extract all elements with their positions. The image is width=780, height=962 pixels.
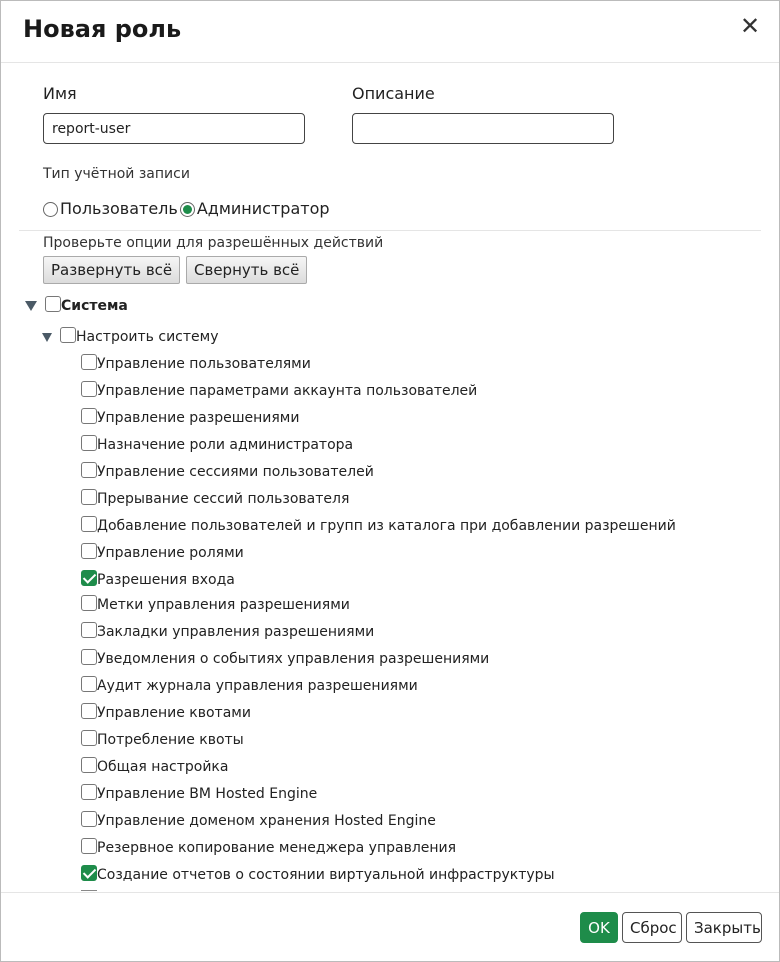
tree-root-label: Система xyxy=(61,298,128,314)
collapse-caret-icon[interactable] xyxy=(42,333,52,342)
permission-item xyxy=(81,594,350,616)
tree-group-checkbox[interactable] xyxy=(60,327,76,343)
tree-root-checkbox[interactable] xyxy=(45,296,61,312)
permission-item xyxy=(81,380,477,402)
tree-root-system xyxy=(25,295,128,317)
permission-checkbox[interactable] xyxy=(81,838,97,854)
dialog-header xyxy=(1,1,779,63)
permission-checkbox[interactable] xyxy=(81,622,97,638)
permission-label: Управление ВМ Hosted Engine xyxy=(97,786,318,802)
permission-label: Метки управления разрешениями xyxy=(97,597,350,613)
permission-checkbox[interactable] xyxy=(81,435,97,451)
permission-checkbox[interactable] xyxy=(81,649,97,665)
permission-checkbox[interactable] xyxy=(81,595,97,611)
tree-group-configure-system xyxy=(42,326,218,348)
permission-item xyxy=(81,542,244,564)
permission-checkbox[interactable] xyxy=(81,865,97,881)
permission-label: Общая настройка xyxy=(97,759,229,775)
permission-checkbox[interactable] xyxy=(81,489,97,505)
radio-user[interactable] xyxy=(43,202,58,217)
close-icon[interactable]: ✕ xyxy=(739,12,761,40)
permission-label: Уведомления о событиях управления разрешениями xyxy=(97,651,490,667)
radio-user-label[interactable]: Пользователь xyxy=(60,198,178,218)
description-input[interactable] xyxy=(352,113,614,144)
permission-checkbox[interactable] xyxy=(81,543,97,559)
permission-checkbox[interactable] xyxy=(81,730,97,746)
dialog-title: Новая роль xyxy=(23,15,182,43)
permission-label: Потребление квоты xyxy=(97,732,244,748)
dialog-body[interactable] xyxy=(1,64,779,892)
permission-item xyxy=(81,353,311,375)
permission-checkbox[interactable] xyxy=(81,811,97,827)
permission-label: Добавление пользователей и групп из каталога при добавлении разрешений xyxy=(97,518,676,534)
permission-item xyxy=(81,569,235,591)
ok-button[interactable]: OK xyxy=(580,912,618,943)
reset-button[interactable]: Сброс xyxy=(622,912,682,943)
permission-item xyxy=(81,702,251,724)
permission-item xyxy=(81,729,244,751)
permission-checkbox[interactable] xyxy=(81,381,97,397)
permission-checkbox[interactable] xyxy=(81,784,97,800)
permission-item xyxy=(81,434,353,456)
permission-label: Резервное копирование менеджера управления xyxy=(97,840,457,856)
permission-checkbox[interactable] xyxy=(81,570,97,586)
permission-checkbox[interactable] xyxy=(81,676,97,692)
permission-label: Управление пользователями xyxy=(97,356,311,372)
permission-item xyxy=(81,621,374,643)
name-label: Имя xyxy=(43,84,77,103)
permission-checkbox[interactable] xyxy=(81,408,97,424)
radio-admin-label[interactable]: Администратор xyxy=(196,198,330,218)
permission-label: Создание отчетов о состоянии виртуальной инфраструктуры xyxy=(97,867,555,883)
collapse-caret-icon[interactable] xyxy=(25,301,37,311)
permission-item xyxy=(81,461,374,483)
radio-admin[interactable] xyxy=(180,202,195,217)
name-input[interactable] xyxy=(43,113,305,144)
permission-item xyxy=(81,515,676,537)
permission-item xyxy=(81,488,349,510)
permission-checkbox[interactable] xyxy=(81,757,97,773)
permission-checkbox[interactable] xyxy=(81,516,97,532)
permission-label: Управление квотами xyxy=(97,705,251,721)
permission-item xyxy=(81,756,228,778)
dialog-footer xyxy=(1,892,779,961)
expand-all-button[interactable]: Развернуть всё xyxy=(43,256,180,284)
permission-label: Закладки управления разрешениями xyxy=(97,624,375,640)
permission-label: Управление параметрами аккаунта пользователей xyxy=(97,383,478,399)
permission-item xyxy=(81,675,418,697)
permission-label: Управление ролями xyxy=(97,545,244,561)
permission-label: Управление доменом хранения Hosted Engine xyxy=(97,813,436,829)
permission-label: Управление сессиями пользователей xyxy=(97,464,374,480)
permission-checkbox[interactable] xyxy=(81,462,97,478)
permission-label: Аудит журнала управления разрешениями xyxy=(97,678,418,694)
close-button[interactable]: Закрыть xyxy=(686,912,762,943)
permission-checkbox[interactable] xyxy=(81,354,97,370)
check-options-label: Проверьте опции для разрешённых действий xyxy=(43,235,384,251)
tree-group-label: Настроить систему xyxy=(76,329,219,345)
permission-item xyxy=(81,783,317,805)
account-type-label: Тип учётной записи xyxy=(43,166,190,182)
permission-item xyxy=(81,837,456,859)
permission-label: Разрешения входа xyxy=(97,572,235,588)
permission-item xyxy=(81,407,299,429)
permission-label: Прерывание сессий пользователя xyxy=(97,491,350,507)
account-type-radio-group xyxy=(43,196,332,220)
permission-item xyxy=(81,810,436,832)
description-label: Описание xyxy=(352,84,435,103)
section-divider xyxy=(19,230,761,231)
permission-checkbox[interactable] xyxy=(81,703,97,719)
collapse-all-button[interactable]: Свернуть всё xyxy=(186,256,307,284)
permission-label: Управление разрешениями xyxy=(97,410,300,426)
permission-item xyxy=(81,864,555,886)
permission-label: Назначение роли администратора xyxy=(97,437,354,453)
permission-item xyxy=(81,648,489,670)
